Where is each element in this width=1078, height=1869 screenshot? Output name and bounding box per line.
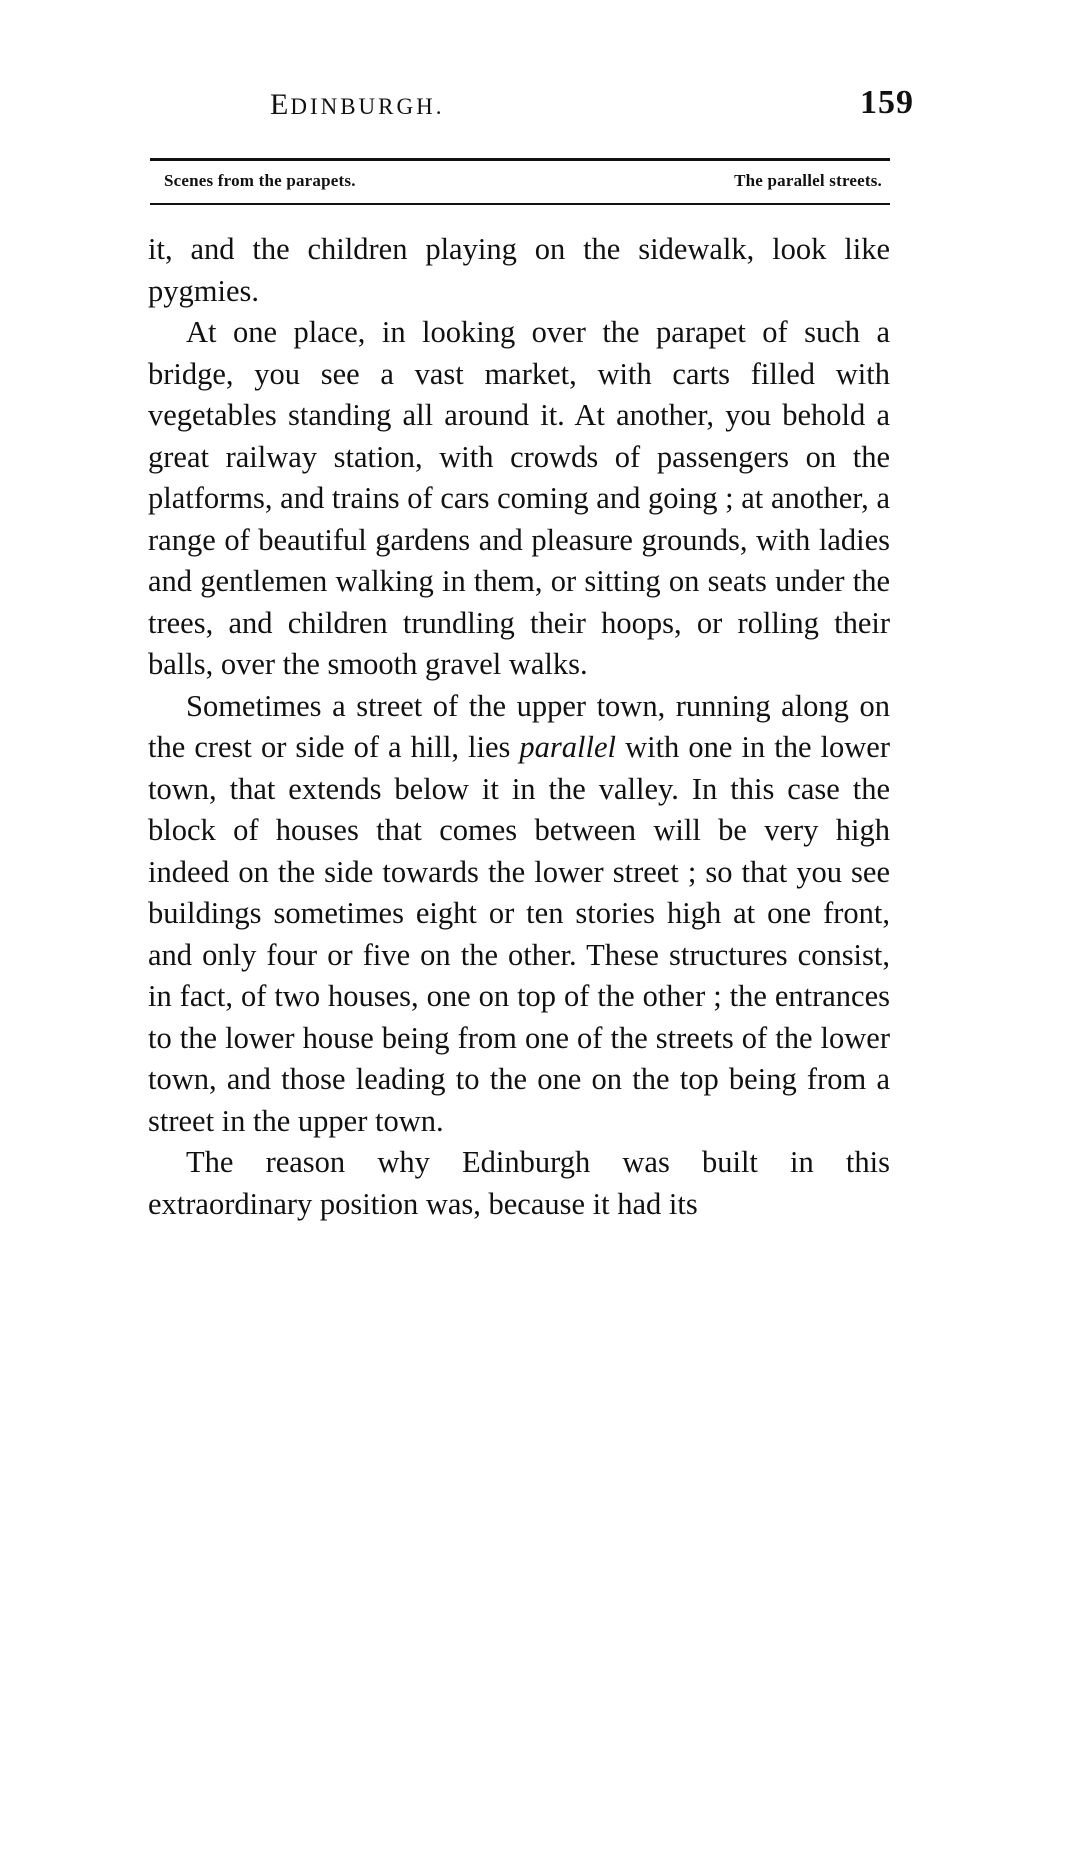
sidenote-row [150,161,890,203]
paragraph-text: At one place, in looking over the parapet of such a bridge, you see a vast market, with carts filled with vegetables standing all around it. At another, you behold a great railway station, with crowds of passengers on the platforms, and trains of cars coming and going ; at another, a range of beautiful gardens and pleasure grounds, with ladies and gentlemen walking in them, or sitting on seats under the trees, and children trundling their hoops, or rolling their balls, over the smooth gravel walks. [148,315,890,681]
emphasis-text: parallel [519,730,617,764]
paragraph [148,229,890,312]
body-text [148,229,890,1225]
paragraph-text: with one in the lower town, that extends below it in the valley. In this case the block of houses that comes between will be very high indeed on the side towards the lower street ; so that you see buildings sometimes eight or ten stories high at one front, and only four or five on the other. These structures consist, in fact, of two houses, one on top of the other ; the entrances to the lower house being from one of the streets of the lower town, and those leading to the one on the top being from a street in the upper town. [148,730,890,1138]
paragraph [148,312,890,686]
sidenote-left: Scenes from the parapets. [164,171,356,190]
running-head [270,88,444,122]
header-rule-bottom [150,203,890,205]
paragraph-text: Sometimes a street of the upper town, running along on the crest or side of a hill, lies [148,688,890,764]
page-header [148,84,934,158]
sidenote-right: The parallel streets. [734,171,882,190]
paragraph [148,686,890,1143]
page-content [148,0,934,1225]
running-head-initial: E [270,88,291,121]
running-head-rest: DINBURGH. [290,94,445,119]
paragraph-text: The reason why Edinburgh was built in this extraordinary position was, because it had its [148,1145,890,1221]
paragraph [148,1142,890,1225]
page-number: 159 [860,84,914,121]
paragraph-text: it, and the children playing on the sidewalk, look like pygmies. [148,232,890,308]
